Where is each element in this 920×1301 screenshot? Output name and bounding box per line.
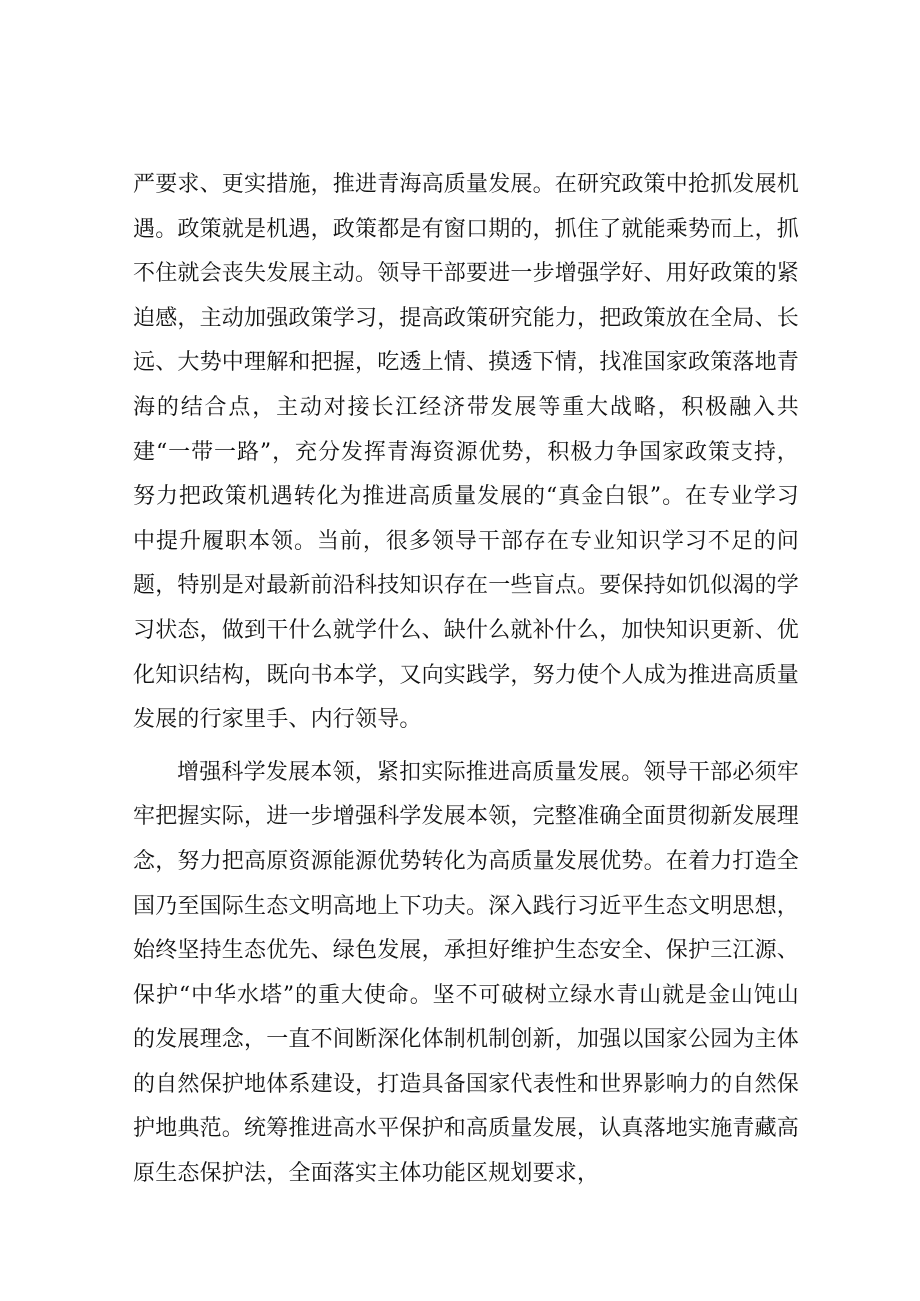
paragraph-2: 增强科学发展本领，紧扣实际推进高质量发展。领导干部必须牢牢把握实际，进一步增强科学发展本领，完整准确全面贯彻新发展理念，努力把高原资源能源优势转化为高质量发展优势。在着力打造全国乃至国际生态文明高地上下功夫。深入践行习近平生态文明思想，始终坚持生态优先、绿色发展，承担好维护生态安全、保护三江源、保护“中华水塔”的重大使命。坚不可破树立绿水青山就是金山饨山的发展理念，一直不间断深化体制机制创新，加强以国家公园为主体的自然保护地体系建设，打造具备国家代表性和世界影响力的自然保护地典范。统筹推进高水平保护和高质量发展，认真落地实施青藏高原生态保护法，全面落实主体功能区规划要求， — [133, 759, 800, 1187]
paragraph-1: 严要求、更实措施，推进青海高质量发展。在研究政策中抢抓发展机遇。政策就是机遇，政策都是有窗口期的，抓住了就能乘势而上，抓不住就会丧失发展主动。领导干部要进一步增强学好、用好政策的紧迫感，主动加强政策学习，提高政策研究能力，把政策放在全局、长远、大势中理解和把握，吃透上情、摸透下情，找准国家政策落地青海的结合点，主动对接长江经济带发展等重大战略，积极融入共建“一带一路”，充分发挥青海资源优势，积极力争国家政策支持，努力把政策机遇转化为推进高质量发展的“真金白银”。在专业学习中提升履职本领。当前，很多领导干部存在专业知识学习不足的问题，特别是对最新前沿科技知识存在一些盲点。要保持如饥似渴的学习状态，做到干什么就学什么、缺什么就补什么，加快知识更新、优化知识结构，既向书本学，又向实践学，努力使个人成为推进高质量发展的行家里手、内行领导。 — [133, 172, 800, 733]
document-body — [133, 163, 799, 1197]
